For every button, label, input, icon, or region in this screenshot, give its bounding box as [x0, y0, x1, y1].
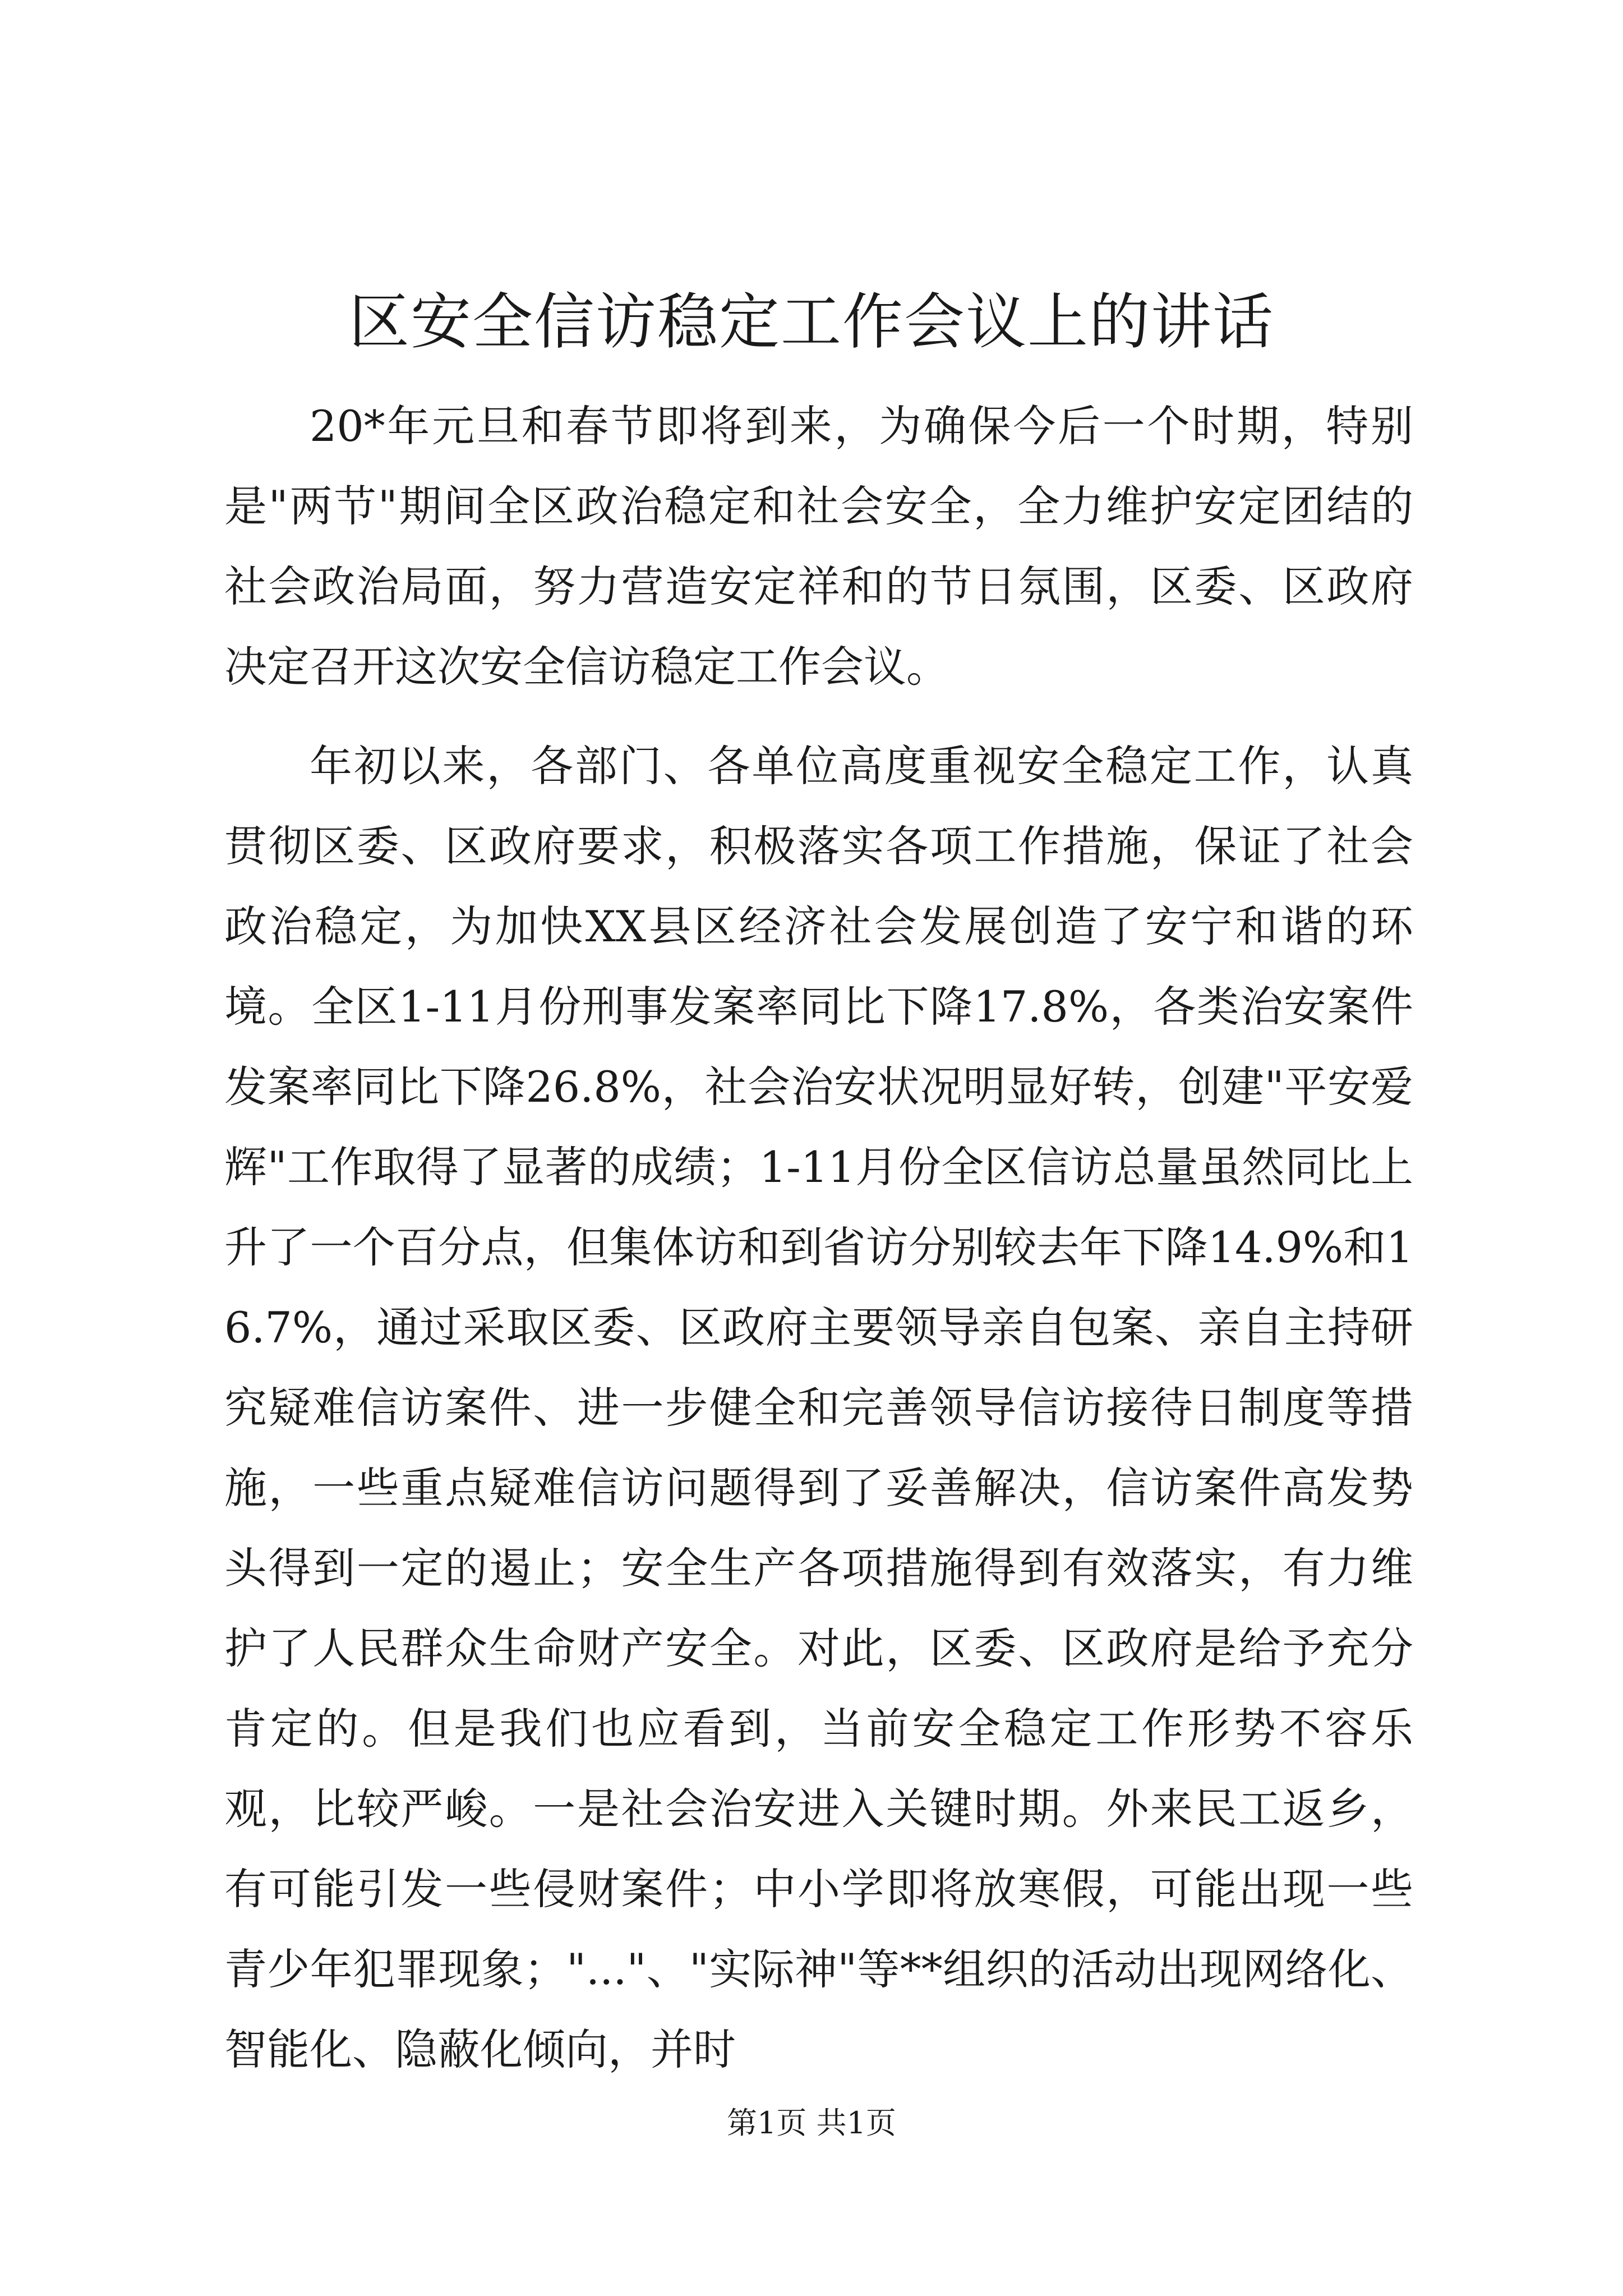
- page-number-footer: 第1页 共1页: [727, 2105, 896, 2141]
- body-paragraph-1: 20*年元旦和春节即将到来，为确保今后一个时期，特别是"两节"期间全区政治稳定和社会安全，全力维护安定团结的社会政治局面，努力营造安定祥和的节日氛围，区委、区政府决定召开这次安全信访稳定工作会议。: [224, 401, 1413, 692]
- document-title: 区安全信访稳定工作会议上的讲话: [348, 287, 1274, 357]
- document-body: [224, 386, 1413, 2090]
- body-paragraph-2: 年初以来，各部门、各单位高度重视安全稳定工作，认真贯彻区委、区政府要求，积极落实各项工作措施，保证了社会政治稳定，为加快XX县区经济社会发展创造了安宁和谐的环境。全区1-11月份刑事发案率同比下降17.8%，各类治安案件发案率同比下降26.8%，社会治安状况明显好转，创建"平安爱辉"工作取得了显著的成绩；1-11月份全区信访总量虽然同比上升了一个百分点，但集体访和到省访分别较去年下降14.9%和16.7%，通过采取区委、区政府主要领导亲自包案、亲自主持研究疑难信访案件、进一步健全和完善领导信访接待日制度等措施，一些重点疑难信访问题得到了妥善解决，信访案件高发势头得到一定的遏止；安全生产各项措施得到有效落实，有力维护了人民群众生命财产安全。对此，区委、区政府是给予充分肯定的。但是我们也应看到，当前安全稳定工作形势不容乐观，比较严峻。一是社会治安进入关键时期。外来民工返乡，有可能引发一些侵财案件；中小学即将放寒假，可能出现一些青少年犯罪现象；"..."、"实际神"等**组织的活动出现网络化、智能化、隐蔽化倾向，并时: [224, 741, 1413, 2074]
